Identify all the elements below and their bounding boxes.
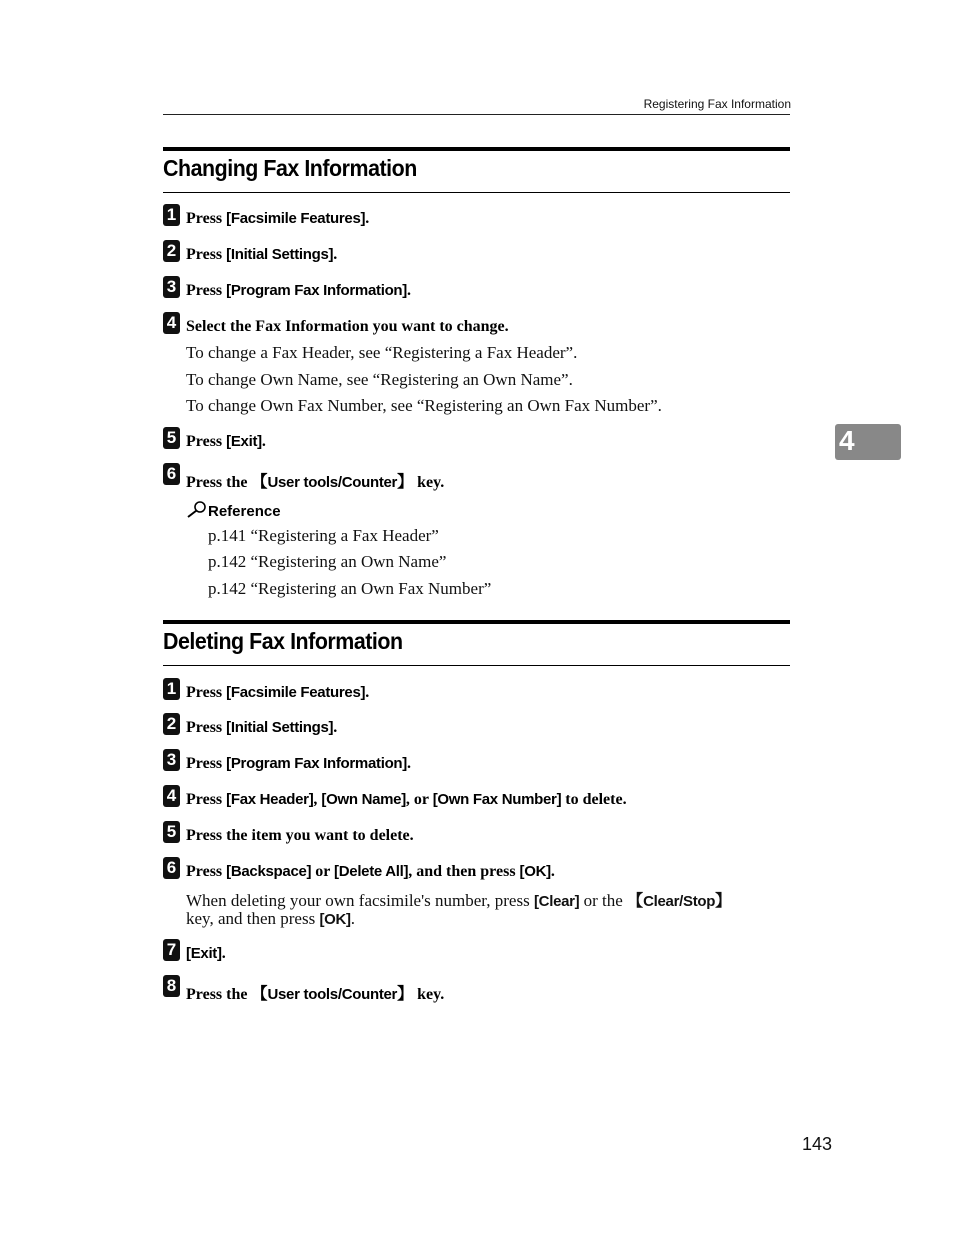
bracket: 【 [251,986,268,1003]
step-text-part: . [261,433,266,450]
step-number: 4 [163,312,180,334]
magnifier-icon [186,500,208,518]
step-text-part: Press [186,863,227,880]
step-text [186,827,414,845]
step-text-part: Press the [186,474,252,491]
step-text-part: . [221,945,226,962]
bracket: 】 [397,474,414,491]
step-text-part: Press [186,684,227,701]
step-text [186,469,444,492]
step-number: 5 [163,821,180,843]
step-body-line: To change Own Fax Number, see “Registering an Own Fax Number”. [186,396,662,415]
step-text [186,719,337,737]
step-text-part: , or [405,791,433,808]
body-text-part: When deleting your own facsimile's number, press [186,891,534,910]
step-text-part: key. [413,986,445,1003]
step-text-part: Press [186,210,227,227]
step-text-part: . [407,282,411,299]
reference-item: p.142 “Registering an Own Fax Number” [208,579,492,598]
step-text-part: Press the item you want to delete. [186,827,414,844]
reference-label: Reference [208,503,281,520]
key-label: [Program Fax Information] [226,282,407,299]
bracket: 】 [397,986,414,1003]
section-bottom-rule [163,192,790,193]
key-label: [Own Name] [321,791,406,808]
step-text-part: Select the Fax Information you want to change. [186,318,509,335]
step-body-line [186,888,731,911]
reference-item: p.142 “Registering an Own Name” [208,552,447,571]
section-top-bar [163,620,790,624]
key-label: [Facsimile Features] [226,684,366,701]
step-number: 2 [163,713,180,735]
step-text [186,981,444,1004]
step-text-part: , and then press [408,863,520,880]
step-text-part: , [313,791,322,808]
step-text-part: . [333,719,338,736]
key-label: [Program Fax Information] [226,755,407,772]
step-text-part: Press [186,433,227,450]
step-number: 1 [163,678,180,700]
step-text [186,791,627,809]
key-label: [Fax Header] [226,791,314,808]
step-number: 8 [163,975,180,997]
key-label: [Initial Settings] [226,719,334,736]
key-label: [OK] [319,911,351,928]
page-number: 143 [802,1134,833,1154]
step-number: 7 [163,939,180,961]
key-label: Clear/Stop [643,893,716,910]
step-text [186,433,266,451]
step-text-part: . [365,210,370,227]
step-text-part: Press the [186,986,252,1003]
step-number: 2 [163,240,180,262]
section-title: Changing Fax Information [163,155,417,181]
body-text-part: or the [579,891,628,910]
step-text-part: Press [186,719,227,736]
header-rule [163,114,790,115]
key-label: [Delete All] [334,863,409,880]
step-text-part: to delete. [561,791,627,808]
step-text-part: or [311,863,335,880]
step-number: 4 [163,785,180,807]
bracket: 【 [627,893,644,910]
step-text [186,210,369,228]
step-text-part: . [550,863,555,880]
step-text-part: Press [186,755,227,772]
step-number: 1 [163,204,180,226]
body-text-part: . [350,909,355,928]
reference-item: p.141 “Registering a Fax Header” [208,526,439,545]
key-label: [Own Fax Number] [432,791,562,808]
step-number: 6 [163,857,180,879]
step-text-part: Press [186,246,227,263]
step-body-line [186,909,355,929]
step-text [186,282,411,300]
step-text [186,755,411,773]
step-text [186,318,509,336]
step-text-part: Press [186,791,227,808]
step-text-part: Press [186,282,227,299]
step-text-part: . [365,684,370,701]
section-top-bar [163,147,790,151]
key-label: [OK] [519,863,551,880]
step-text-part: key. [413,474,445,491]
step-number: 3 [163,276,180,298]
key-label: User tools/Counter [267,986,398,1003]
body-text-part: key, and then press [186,909,320,928]
step-text-part: . [333,246,338,263]
running-header-title: Registering Fax Information [643,97,791,111]
section-bottom-rule [163,665,790,666]
key-label: [Initial Settings] [226,246,334,263]
reference-heading [186,500,281,520]
step-text [186,684,369,702]
step-text [186,246,337,264]
key-label: [Clear] [533,893,580,910]
step-number: 3 [163,749,180,771]
step-body-line: To change a Fax Header, see “Registering a Fax Header”. [186,343,578,362]
key-label: [Exit] [186,945,222,962]
step-number: 6 [163,463,180,485]
section-title: Deleting Fax Information [163,628,403,654]
step-body-line: To change Own Name, see “Registering an Own Name”. [186,370,573,389]
chapter-number: 4 [839,425,855,456]
key-label: [Backspace] [226,863,312,880]
bracket: 】 [715,893,732,910]
key-label: [Facsimile Features] [226,210,366,227]
step-number: 5 [163,427,180,449]
step-text [186,863,555,881]
key-label: User tools/Counter [267,474,398,491]
bracket: 【 [251,474,268,491]
chapter-tab [835,424,901,460]
step-text [186,945,226,963]
step-text-part: . [407,755,411,772]
key-label: [Exit] [226,433,262,450]
